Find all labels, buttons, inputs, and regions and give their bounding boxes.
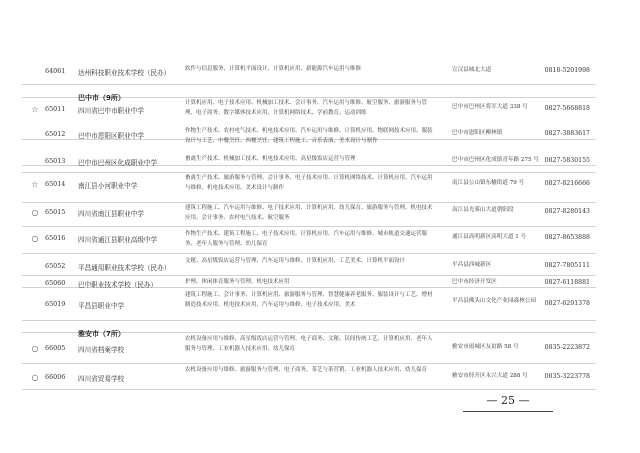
school-code: 64061 [45, 67, 66, 75]
school-majors: 软件与信息服务、计算机平面设计、计算机应用、新能源汽车运用与维修 [185, 66, 362, 72]
school-majors: 作物生产技术、农村电气技术、机电技术应用、汽车运用与维修、计算机应用、物联网技术应用、服装设计与工艺、中餐烹饪、西餐烹饪、建筑工程施工、音乐表演、美术设计与制作 [185, 128, 433, 145]
school-mark: ○ [31, 344, 39, 353]
row-divider [22, 363, 596, 364]
school-name: 平昌县职业中学 [78, 302, 125, 310]
school-address: 巴中市恩阳区柳林镇 [452, 130, 503, 136]
school-mark: ○ [31, 234, 39, 243]
school-name: 四川省巴中市职业中学 [78, 107, 144, 115]
school-phone: 0827-5830155 [544, 157, 590, 164]
school-phone: 0827-5668818 [544, 105, 590, 112]
school-address: 宣汉县城北大道 [452, 67, 492, 73]
school-mark: ○ [31, 373, 39, 382]
school-code: 65014 [45, 180, 66, 188]
section-heading: 雅安市（7所） [78, 330, 125, 338]
school-phone: 0827-7805111 [544, 262, 590, 269]
section-heading: 巴中市（9所） [78, 94, 125, 102]
school-majors: 文秘、高星级饭店运营与管理、汽车运用与维修、计算机应用、工艺美术、计算机平面设计 [185, 258, 406, 264]
school-phone: 0827-3883617 [544, 130, 590, 137]
school-majors: 护理、休闲体育服务与管理、机电技术应用 [185, 279, 290, 285]
page-number: — 25 — [486, 394, 530, 407]
school-name: 四川省通江县职业高级中学 [78, 236, 158, 244]
school-address: 南江县光雾山大道朝阳段 [452, 207, 514, 213]
school-phone: 0835-2223872 [544, 344, 590, 351]
school-address: 平昌县西城新区 [452, 262, 492, 268]
school-address: 雅安市经开区永兴大道 288 号 [452, 373, 528, 379]
school-address: 雅安市雨城区友谊路 58 号 [452, 344, 519, 350]
school-code: 65011 [45, 105, 66, 113]
school-code: 65015 [45, 208, 66, 216]
school-name: 巴中职业技术学校（民办） [78, 281, 158, 289]
row-divider [22, 253, 596, 254]
school-code: 65013 [45, 157, 66, 165]
school-majors: 农机设备应用与维修、旅游服务与管理、电子商务、茶艺与茶营销、工业机器人技术应用、幼儿保育 [185, 367, 428, 373]
school-address: 通江县高明新区高明大道 1 号 [452, 234, 527, 240]
school-code: 65012 [45, 130, 66, 138]
school-name: 平昌通用职业技术学校（民办） [78, 264, 171, 272]
school-majors: 畜禽生产技术、旅游服务与管理、会计事务、电子技术应用、计算机网络技术、计算机应用、汽车运用与维修、机电技术应用、美术设计与制作 [185, 175, 433, 192]
school-code: 66005 [45, 344, 66, 352]
school-phone: 0827-6291378 [544, 300, 590, 307]
school-mark: ☆ [31, 105, 39, 114]
school-name: 达州科技职业技术学校（民办） [78, 69, 171, 77]
school-address: 平昌县佛头山文化产业园森林公园 [452, 298, 536, 304]
school-code: 65019 [45, 300, 66, 308]
row-divider [22, 84, 596, 85]
school-address: 巴中市巴州区将军大道 338 号 [452, 104, 528, 110]
school-name: 四川省贸易学校 [78, 375, 125, 383]
footer-rule [463, 411, 553, 412]
school-majors: 建筑工程施工、会计事务、计算机应用、旅游服务与管理、智慧健康养老服务、服装设计与工艺、增材制造技术应用、机电技术应用、汽车运用与维修、电子技术应用、美术 [185, 292, 433, 309]
school-name: 南江县小河职业中学 [78, 182, 138, 190]
school-majors: 畜禽生产技术、机械加工技术、机电技术应用、高星级饭店运营与管理 [185, 156, 356, 162]
school-name: 巴中市巴州区化成职业中学 [78, 159, 158, 167]
row-divider [22, 275, 596, 276]
school-code: 66006 [45, 373, 66, 381]
school-name: 巴中市恩阳区职业中学 [78, 132, 144, 140]
school-majors: 计算机应用、电子技术应用、机械加工技术、会计事务、汽车运用与维修、航空服务、旅游服务与管理、电子商务、数字媒体技术应用、计算机网络技术、学前教育、运动训练 [185, 100, 428, 117]
row-divider [22, 320, 596, 321]
school-address: 南江县公山镇东榆街道 79 号 [452, 180, 525, 186]
school-phone: 0827-8216666 [544, 180, 590, 187]
school-address: 巴中市经济开发区 [452, 279, 497, 285]
school-majors: 农机设备应用与维修、高星级饭店运营与管理、电子商务、文秘、民间传统工艺、计算机应用、老年人服务与管理、工业机器人技术应用、幼儿保育 [185, 336, 433, 353]
school-phone: 0827-8280143 [544, 208, 590, 215]
school-phone: 0835-3223778 [544, 373, 590, 380]
school-code: 65052 [45, 262, 66, 270]
school-mark: ○ [31, 208, 39, 217]
school-mark: ☆ [31, 180, 39, 189]
row-divider [22, 226, 596, 227]
school-address: 巴中市巴州区化成镇青年路 275 号 [452, 157, 539, 163]
row-divider [22, 389, 596, 390]
school-name: 四川省南江县职业中学 [78, 210, 144, 218]
school-code: 65016 [45, 234, 66, 242]
school-phone: 0827-8653888 [544, 234, 590, 241]
school-phone: 0818-5201998 [544, 67, 590, 74]
school-majors: 作物生产技术、建筑工程施工、电子技术应用、计算机应用、汽车运用与维修、城市轨道交通运营服务、老年人服务与管理、幼儿保育 [185, 231, 428, 248]
school-majors: 建筑工程施工、汽车运用与维修、电子技术应用、计算机应用、幼儿保育、旅游服务与管理、机电技术应用、会计事务、农村电气技术、航空服务 [185, 205, 433, 222]
page-footer [463, 394, 553, 412]
school-code: 65060 [45, 279, 66, 287]
school-phone: 0827-6118881 [544, 279, 590, 286]
school-name: 四川省档案学校 [78, 346, 125, 354]
